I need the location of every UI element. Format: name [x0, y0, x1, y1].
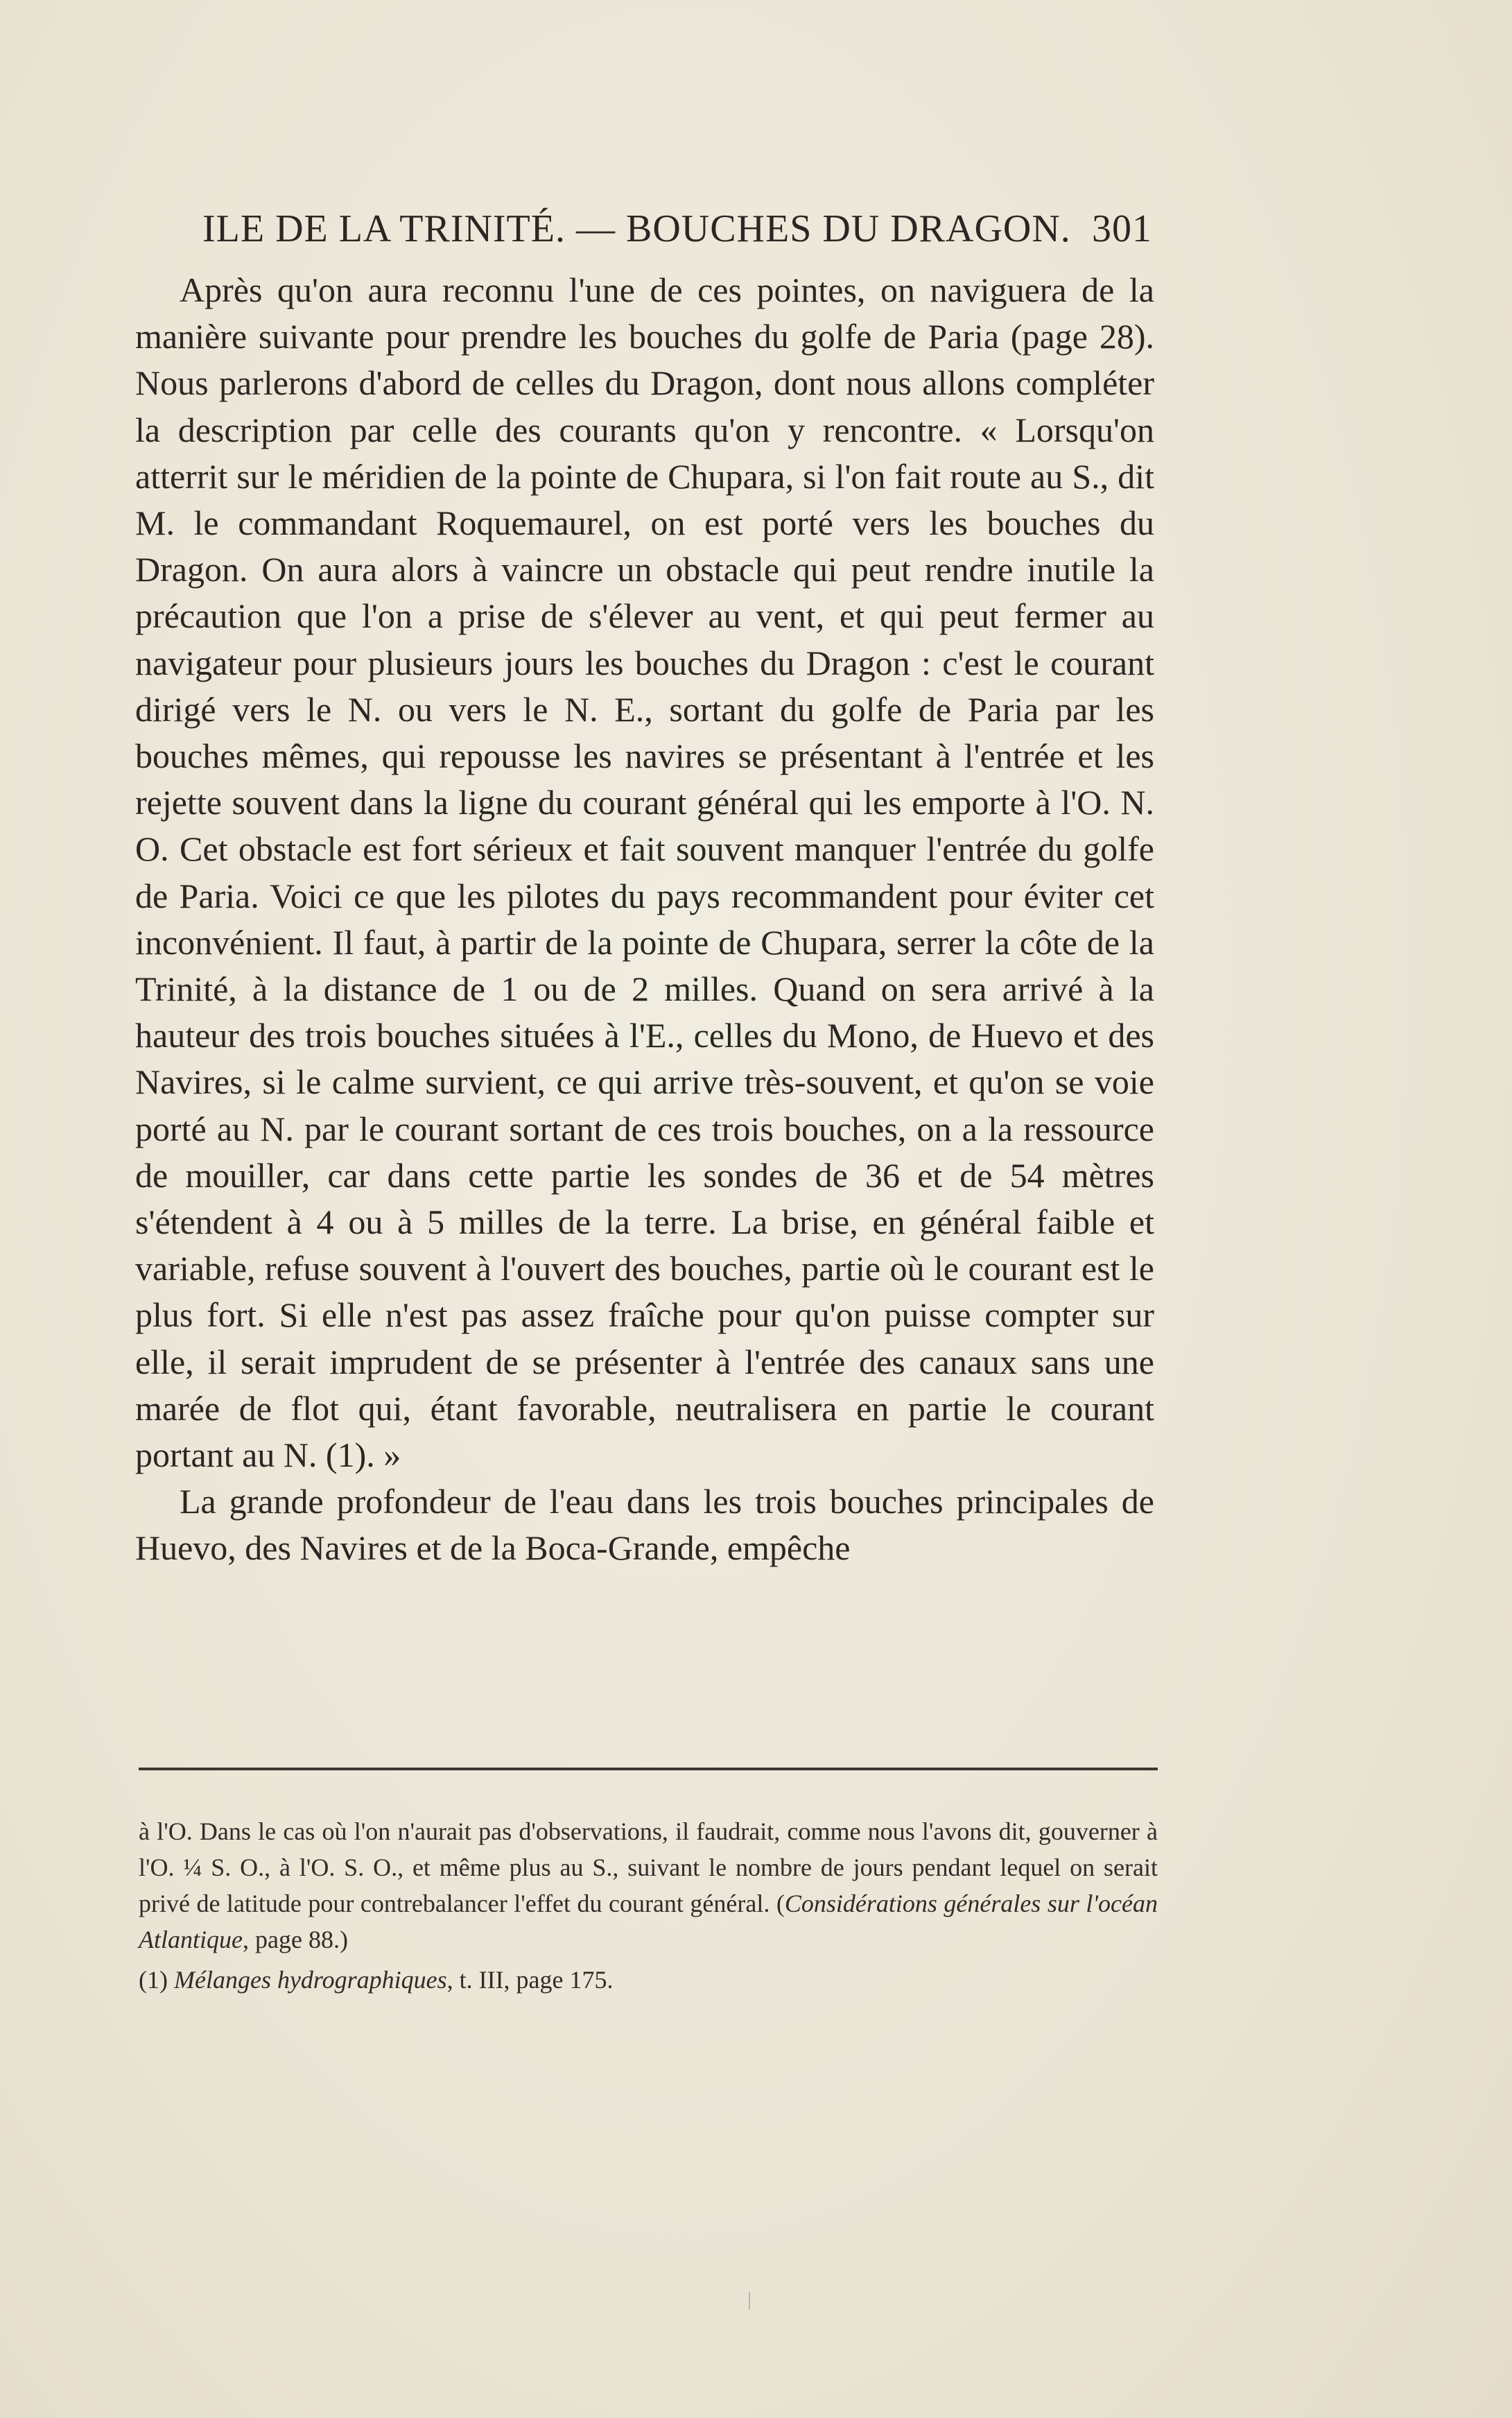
running-title: ILE DE LA TRINITÉ. — BOUCHES DU DRAGON. — [202, 207, 1071, 250]
footnote-1 — [139, 1962, 1158, 1998]
footnotes — [139, 1813, 1158, 1998]
running-header — [202, 207, 1152, 248]
footnote-continuation-text: à l'O. Dans le cas où l'on n'aurait pas d'observations, il faudrait, comme nous l'avons dit, gouverner à l'O. ¼ S. O., à l'O. S. O., et même plus au S., suivant le nombre de jours pendant lequel on serait privé de latitude pour contrebalancer l'effet du courant général. ( — [139, 1817, 1158, 1917]
page-mark — [749, 2292, 750, 2310]
footnote-1-title: Mélanges hydrographiques — [173, 1966, 447, 1994]
paragraph-1: Après qu'on aura reconnu l'une de ces pointes, on naviguera de la manière suivante pour prendre les bouches du golfe de Paria (page 28). Nous parlerons d'abord de celles du Dragon, dont nous allons compléter la description par celle des courants qu'on y rencontre. « Lorsqu'on atterrit sur le méridien de la pointe de Chupara, si l'on fait route au S., dit M. le commandant Roquemaurel, on est porté vers les bouches du Dragon. On aura alors à vaincre un obstacle qui peut rendre inutile la précaution que l'on a prise de s'élever au vent, et qui peut fermer au navigateur pour plusieurs jours les bouches du Dragon : c'est le courant dirigé vers le N. ou vers le N. E., sortant du golfe de Paria par les bouches mêmes, qui repousse les navires se présentant à l'entrée et les rejette souvent dans la ligne du courant général qui les emporte à l'O. N. O. Cet obstacle est fort sérieux et fait souvent manquer l'entrée du golfe de Paria. Voici ce que les pilotes du pays recommandent pour éviter cet inconvénient. Il faut, à partir de la pointe de Chupara, serrer la côte de la Trinité, à la distance de 1 ou de 2 milles. Quand on sera arrivé à la hauteur des trois bouches situées à l'E., celles du Mono, de Huevo et des Navires, si le calme survient, ce qui arrive très-souvent, et qu'on se voie porté au N. par le courant sortant de ces trois bouches, on a la ressource de mouiller, car dans cette partie les sondes de 36 et de 54 mètres s'étendent à 4 ou à 5 milles de la terre. La brise, en général faible et variable, refuse souvent à l'ouvert des bouches, partie où le courant est le plus fort. Si elle n'est pas assez fraîche pour qu'on puisse compter sur elle, il serait imprudent de se présenter à l'entrée des canaux sans une marée de flot qui, étant favorable, neutralisera en partie le courant portant au N. (1). » — [135, 270, 1154, 1475]
footnote-continuation-title: Considérations générales sur l'océan Atlantique — [139, 1890, 1158, 1953]
page-number: 301 — [1092, 207, 1152, 250]
footnote-1-marker: (1) — [139, 1966, 174, 1994]
footnote-continuation — [139, 1813, 1158, 1958]
footnote-continuation-end: , page 88.) — [242, 1926, 348, 1953]
footnote-rule — [139, 1768, 1158, 1770]
main-text — [135, 267, 1154, 1572]
paragraph-2: La grande profondeur de l'eau dans les trois bouches principales de Huevo, des Navires et de la Boca-Grande, empêche — [135, 1482, 1154, 1568]
footnote-1-end: , t. III, page 175. — [446, 1966, 614, 1994]
